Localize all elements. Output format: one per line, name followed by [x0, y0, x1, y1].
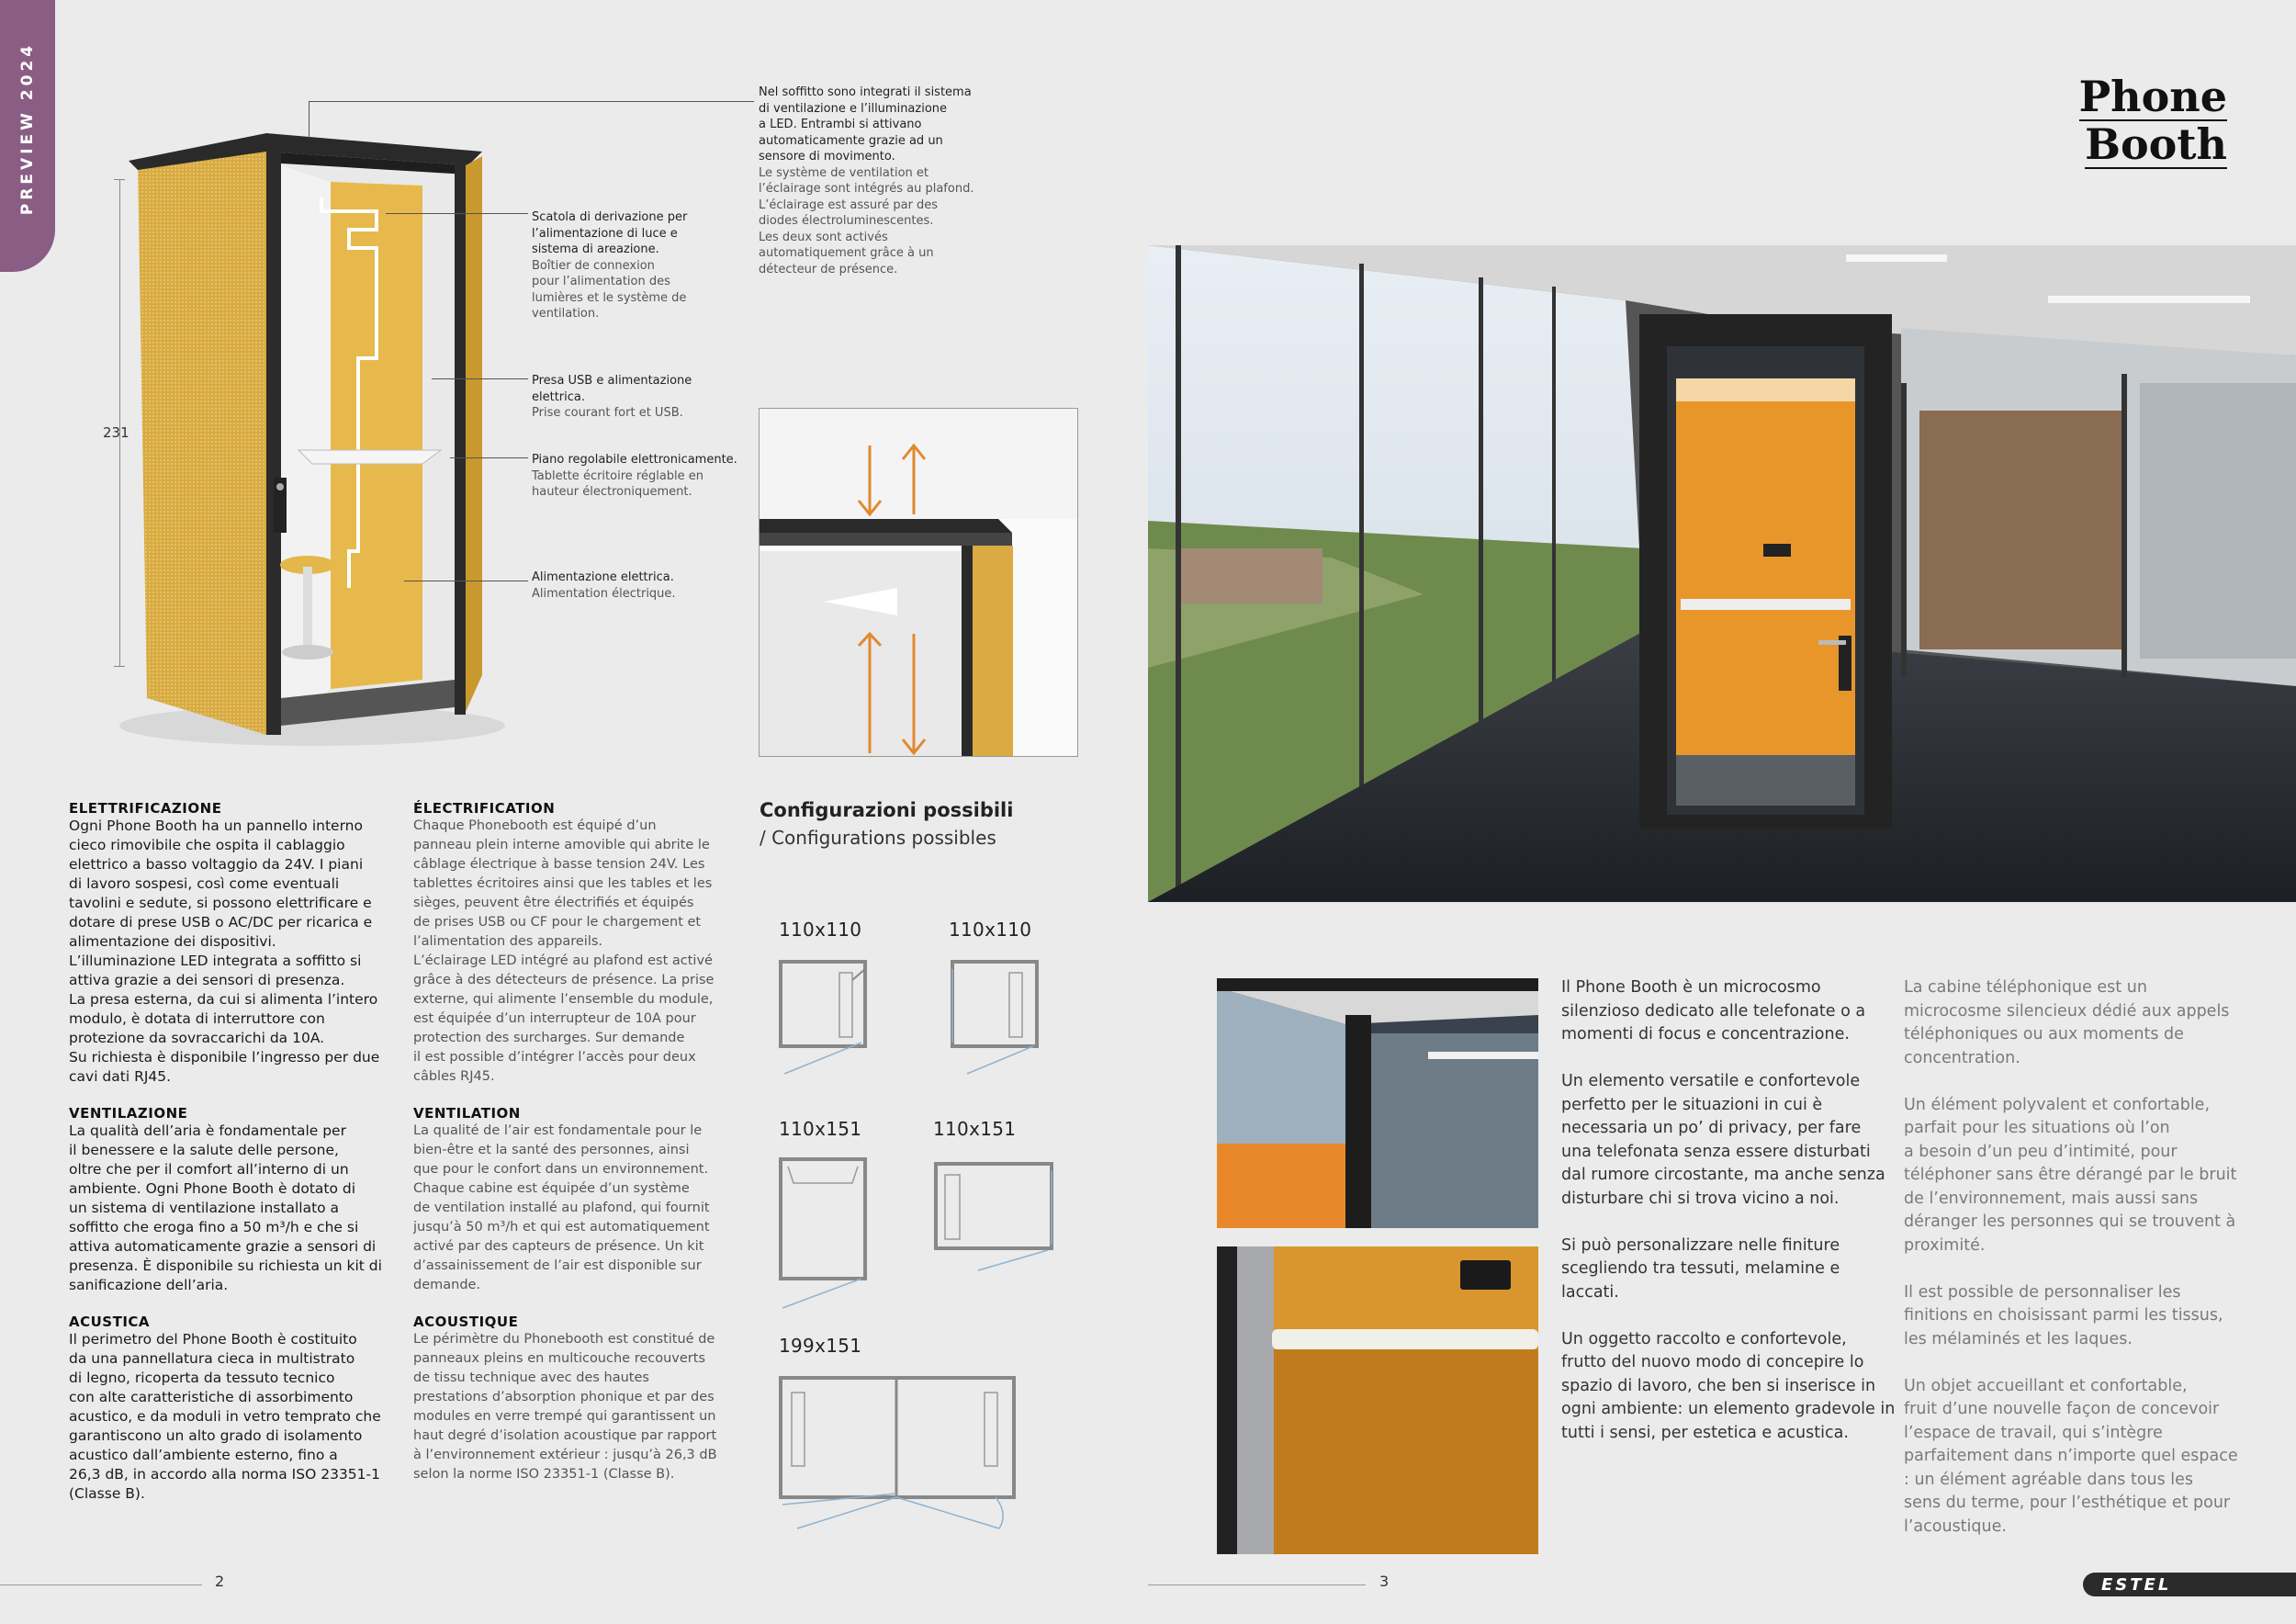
roof-leader-h [309, 101, 754, 102]
callout-desk-fr: Tablette écritoire réglable en hauteur électroniquement. [532, 468, 704, 499]
hero-photo-drawing [1148, 245, 2296, 902]
config-plan-1 [779, 960, 871, 1079]
desk-leader [450, 457, 528, 458]
detail-photo-top-drawing [1217, 978, 1538, 1228]
callout-junction-box-it: Scatola di derivazione per l’alimentazione di luce e sistema di areazione. [532, 210, 688, 256]
preview-tab-label: PREVIEW 2024 [18, 41, 37, 216]
config-plan-4 [932, 1162, 1056, 1272]
callout-power-fr: Alimentation électrique. [532, 586, 676, 601]
config-label-3: 110x151 [779, 1118, 862, 1140]
detail-photo-bottom-drawing [1217, 1246, 1538, 1554]
callout-ceiling-it: Nel soffitto sono integrati il sistema di ventilazione e l’illuminazione a LED. Entrambi si attivano automaticamente grazie ad un sensore di movimento. [759, 85, 972, 164]
section-fr-text-ventilation: La qualité de l’air est fondamentale pour le bien-être et la santé des personnes, ainsi que pour le confort dans un environnement. Chaque cabine est équipée d’un système de ventilation installé au plafond, qui fournit jusqu’à 50 m³/h et qui est automatiquement activé par des capteurs de présence. Un kit d’assainissement de l’air est disponible sur demande. [413, 1123, 710, 1292]
config-label-1: 110x110 [779, 919, 862, 941]
callout-desk-it: Piano regolabile elettronicamente. [532, 453, 737, 467]
configurations-subtitle: / Configurations possibles [760, 827, 996, 849]
page-number-right: 3 [1379, 1573, 1390, 1590]
section-it-title-electrification: ELETTRIFICAZIONE [69, 800, 222, 817]
callout-usb-it: Presa USB e alimentazione elettrica. [532, 374, 692, 404]
height-dimension-label: 231 [103, 424, 129, 441]
config-plan-5 [779, 1376, 1018, 1532]
callout-ceiling-fr: Le système de ventilation et l’éclairage sont intégrés au plafond. L’éclairage est assuré par des diodes électroluminescentes. Les deux sont activés automatiquement grâce à un détecteur de présence. [759, 165, 974, 276]
configurations-title: Configurazioni possibili [760, 799, 1014, 821]
brand-logo-text: ESTEL [2101, 1575, 2172, 1595]
detail-photo-bottom [1217, 1246, 1538, 1554]
page-title-line2: Booth [2085, 119, 2227, 169]
callout-ceiling [759, 85, 997, 277]
section-it-text-ventilation: La qualità dell’aria è fondamentale per il benessere e la salute delle persone, oltre che per il comfort all’interno di un ambiente. Ogni Phone Booth è dotato di un sistema di ventilazione installato a soffitto che eroga fino a 50 m³/h e che si attiva automaticamente grazie a sensori di presenza. È disponibile su richiesta un kit di sanificazione dell’aria. [69, 1122, 382, 1293]
section-fr-text-acoustics: Le périmètre du Phonebooth est constitué de panneaux pleins en multicouche recouverts de tissu technique avec des hautes prestations d’absorption phonique et par des modules en verre trempé qui garantissent un haut degré d’isolation acoustique par rapport à l’environnement extérieur : jusqu’à 26,3 dB selon la norme ISO 23351-1 (Classe B). [413, 1332, 717, 1482]
preview-tab-label-wrap [0, 0, 55, 272]
callout-junction-box [532, 209, 715, 322]
callout-power-it: Alimentazione elettrica. [532, 570, 674, 584]
booth-illustration [101, 110, 514, 753]
page-title [1975, 73, 2227, 169]
callout-junction-box-fr: Boîtier de connexion pour l’alimentation des lumières et le système de ventilation. [532, 258, 687, 321]
config-plan-3 [779, 1157, 871, 1314]
brand-logo [2083, 1573, 2296, 1596]
callout-usb [532, 373, 715, 422]
ceiling-detail-box [759, 408, 1078, 757]
callout-desk [532, 452, 771, 501]
page-number-left: 2 [215, 1573, 225, 1590]
section-fr-title-acoustics: ACOUSTIQUE [413, 1314, 519, 1330]
callout-usb-fr: Prise courant fort et USB. [532, 406, 683, 420]
sections-fr [413, 800, 744, 1484]
section-it-title-acoustics: ACUSTICA [69, 1314, 151, 1330]
hero-photo [1148, 245, 2296, 902]
section-it-title-ventilation: VENTILAZIONE [69, 1105, 188, 1122]
config-plan-2 [949, 960, 1041, 1079]
booth-drawing [101, 110, 514, 753]
roof-leader-v [309, 101, 310, 138]
ceiling-detail-drawing [760, 409, 1078, 757]
height-dimension-tick-top [114, 179, 125, 180]
detail-photo-top [1217, 978, 1538, 1228]
box-leader [386, 213, 528, 214]
sections-it [69, 800, 400, 1504]
height-dimension-tick-bottom [114, 666, 125, 667]
section-it-text-electrification: Ogni Phone Booth ha un pannello interno cieco rimovibile che ospita il cablaggio elettrico a basso voltaggio da 24V. I piani di lavoro sospesi, così come eventuali tavolini e sedute, si possono elettrificare e dotare di prese USB o AC/DC per ricarica e alimentazione dei dispositivi. L’illuminazione LED integrata a soffitto si attiva grazie a dei sensori di presenza. La presa esterna, da cui si alimenta l’intero modulo, è dotata di interruttore con protezione da sovraccarichi da 10A. Su richiesta è disponibile l’ingresso per due cavi dati RJ45. [69, 818, 380, 1085]
section-fr-title-electrification: ÉLECTRIFICATION [413, 800, 556, 817]
config-label-2: 110x110 [949, 919, 1032, 941]
config-label-5: 199x151 [779, 1335, 862, 1357]
height-dimension-line [119, 179, 120, 666]
usb-leader [432, 378, 528, 379]
callout-power [532, 570, 715, 602]
page-title-line1: Phone [2078, 72, 2227, 121]
section-it-text-acoustics: Il perimetro del Phone Booth è costituito da una pannellatura cieca in multistrato di legno, ricoperta da tessuto tecnico con alte caratteristiche di assorbimento acustico, e da moduli in vetro temprato che garantiscono un alto grado di isolamento acustico dall’ambiente esterno, fino a 26,3 dB, in accordo alla norma ISO 23351-1 (Classe B). [69, 1331, 381, 1502]
section-fr-title-ventilation: VENTILATION [413, 1105, 521, 1122]
config-label-4: 110x151 [933, 1118, 1017, 1140]
intro-text-fr: La cabine téléphonique est un microcosme silencieux dédié aux appels téléphoniques ou aux moments de concentration. Un élément polyvalent et confortable, parfait pour les situations où l’on a besoin d’un peu d’intimité, pour téléphoner sans être dérangé par le bruit de l’environnement, mais aussi sans déranger les personnes qui se trouvent à proximité. Il est possible de personnaliser les finitions en choisissant parmi les tissus, les mélaminés et les laques. Un objet accueillant et confortable, fruit d’une nouvelle façon de concevoir l’espace de travail, qui s’intègre parfaitement dans n’importe quel espace : un élément agréable dans tous les sens du terme, pour l’esthétique et pour l’acoustique. [1904, 978, 2238, 1536]
intro-text-it: Il Phone Booth è un microcosmo silenzioso dedicato alle telefonate o a momenti di focus e concentrazione. Un elemento versatile e confortevole perfetto per le situazioni in cui è necessaria un po’ di privacy, per fare una telefonata senza essere disturbati dal rumore circostante, ma anche senza disturbare chi si trova vicino a noi. Si può personalizzare nelle finiture scegliendo tra tessuti, melamine e laccati. Un oggetto raccolto e confortevole, frutto del nuovo modo di concepire lo spazio di lavoro, che ben si inserisce in ogni ambiente: un elemento gradevole in tutti i sensi, per estetica e acustica. [1561, 978, 1896, 1442]
section-fr-text-electrification: Chaque Phonebooth est équipé d’un panneau plein interne amovible qui abrite le câblage électrique à basse tension 24V. Les tablettes écritoires ainsi que les tables et les sièges, peuvent être électrifiés et équipés de prises USB ou CF pour le chargement et l’alimentation des appareils. L’éclairage LED intégré au plafond est activé grâce à des détecteurs de présence. La prise externe, qui alimente l’ensemble du module, est équipée d’un interrupteur de 10A pour protection des surcharges. Sur demande il est possible d’intégrer l’accès pour deux câbles RJ45. [413, 818, 715, 1084]
